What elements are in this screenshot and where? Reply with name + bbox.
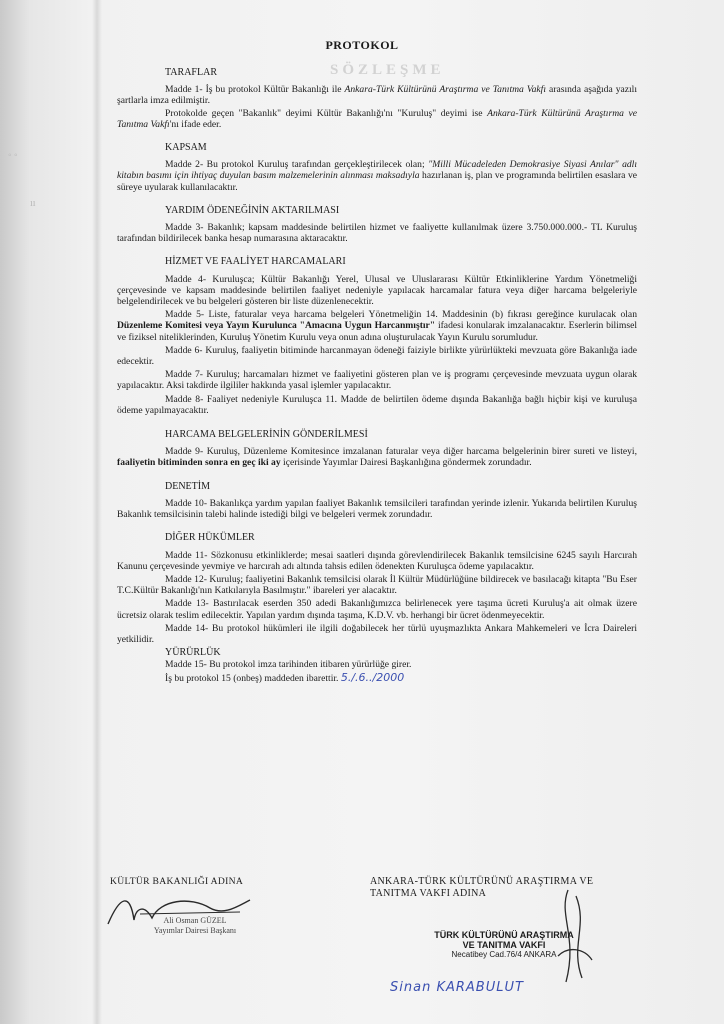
ministry-signatory-name: Ali Osman GÜZEL Yayımlar Dairesi Başkanı	[153, 916, 237, 935]
document-body	[117, 62, 637, 685]
handwritten-name: Sinan KARABULUT	[390, 980, 524, 995]
article-7: Madde 7- Kuruluş; harcamaları hizmet ve faaliyetini gösteren plan ve iş programı çerçevesinde mevzuata uygun olarak yapılacaktır. Aksi takdirde ilgililer hakkında yasal işlemler yapılacaktır.	[117, 369, 637, 392]
heading-hizmet: HİZMET VE FAALİYET HARCAMALARI	[165, 256, 346, 268]
article-15: Madde 15- Bu protokol imza tarihinden itibaren yürürlüğe girer.	[165, 659, 412, 671]
article-4: Madde 4- Kuruluşca; Kültür Bakanlığı Yerel, Ulusal ve Uluslararası Kültür Etkinliklerine Yardım Yönetmeliği çerçevesinde ve kapsam maddesinde belirtilen faaliyet nedeniyle yapılacak harcamalar fatura veya diğer harcama belgeleriyle belgelendirilecek ve bu belgeleri gösteren bir liste düzenlenecektir.	[117, 273, 637, 308]
article-1-definitions: Protokolde geçen "Bakanlık" deyimi Kültür Bakanlığı'nı "Kuruluş" deyimi ise Ankara-Türk Kültürünü Araştırma ve Tanıtma Vakfı'nı ifade eder.	[117, 107, 637, 130]
article-13: Madde 13- Bastırılacak eserden 350 adedi Bakanlığımızca belirlenecek yere taşıma ücreti Kuruluş'a ait olmak üzere ücretsiz olarak teslim edilecektir. Yapılan yardım dışında taşıma, K.D.V. vb. herhangi bir ücret ödenmeyecektir.	[117, 598, 637, 621]
heading-yardim: YARDIM ÖDENEĞİNİN AKTARILMASI	[165, 204, 340, 216]
heading-taraflar: TARAFLAR	[165, 67, 217, 78]
article-8: Madde 8- Faaliyet nedeniyle Kuruluşca 11. Madde de belirtilen ödeme dışında Bakanlığa bağlı hiçbir kişi ve kuruluşa ödeme yapılmayacaktır.	[117, 393, 637, 416]
heading-denetim: DENETİM	[165, 480, 210, 492]
article-3: Madde 3- Bakanlık; kapsam maddesinde belirtilen hizmet ve faaliyette kullanılmak üzere 3.750.000.000.- TL Kuruluş tarafından bildirilecek banka hesap numarasına aktaracaktır.	[117, 222, 637, 245]
article-6: Madde 6- Kuruluş, faaliyetin bitiminde harcanmayan ödeneği faiziyle birlikte yürürlükteki mevzuata göre Bakanlığa iade edecektir.	[117, 344, 637, 368]
article-2: Madde 2- Bu protokol Kuruluş tarafından gerçekleştirilecek olan; "Milli Mücadeleden Demokrasiye Siyasi Anılar" adlı kitabın basımı için ihtiyaç duyulan basım malzemelerinin alınması maksadıyla hazırlanan iş, plan ve programında belirtilen esaslara ve süreye uyularak kullanılacaktır.	[117, 159, 638, 193]
article-1: Madde 1- İş bu protokol Kültür Bakanlığı ile Ankara-Türk Kültürünü Araştırma ve Tanıtma Vakfı arasında aşağıda yazılı şartlarla imza edilmiştir.	[117, 84, 638, 107]
article-5: Madde 5- Liste, faturalar veya harcama belgeleri Yönetmeliğin 14. Maddesinin (b) fıkrası gereğince kurulacak olan Düzenleme Komitesi veya Yayın Kurulunca "Amacına Uygun Harcanmıştır" ifadesi konularak imzalanacaktır. Eserlerin bilimsel ve fiziksel niteliklerinden, Kuruluş Yönetim Kurulu veya onun adına oluşturulacak Yayın Kurulu sorumludur.	[117, 309, 638, 343]
signature-block	[0, 872, 724, 1024]
ministry-signatory-title: KÜLTÜR BAKANLIĞI ADINA	[110, 876, 244, 887]
article-11: Madde 11- Sözkonusu etkinliklerde; mesai saatleri dışında görevlendirilecek Bakanlık temsilcisine 6245 sayılı Harcırah Kanunu çerçevesinde yevmiye ve harcırah adı altında tahsis edilen ödenekten Kuruluşca ödeme yapılacaktır.	[117, 549, 637, 572]
heading-diger: DİĞER HÜKÜMLER	[165, 532, 255, 544]
signing-date: 5./.6../2000	[340, 670, 405, 684]
heading-yururluk: YÜRÜRLÜK	[165, 647, 221, 659]
document-title: PROTOKOL	[325, 38, 399, 52]
article-12: Madde 12- Kuruluş; faaliyetini Bakanlık temsilcisi olarak İl Kültür Müdürlüğüne bildirecek ve basılacağı kitapta "Bu Eser T.C.Kültür Bakanlığı'nın Katkılarıyla Basılmıştır." ibareleri yer alacaktır.	[117, 573, 637, 597]
page-fold-shadow	[92, 0, 102, 1024]
article-14: Madde 14- Bu protokol hükümleri ile ilgili doğabilecek her türlü uyuşmazlıkta Ankara Mahkemeleri ve İcra Daireleri yetkilidir.	[117, 622, 637, 645]
show-through-text: SÖZLEŞME	[330, 62, 445, 78]
margin-mark: ıı	[30, 198, 36, 209]
heading-belgeler: HARCAMA BELGELERİNİN GÖNDERİLMESİ	[165, 429, 368, 441]
heading-kapsam: KAPSAM	[165, 142, 207, 154]
article-9: Madde 9- Kuruluş, Düzenleme Komitesince imzalanan faturalar veya diğer harcama belgelerinin birer sureti ve listeyi, faaliyetin bitiminden sonra en geç iki ay içerisinde Yayımlar Dairesi Başkanlığına göndermek zorundadır.	[117, 446, 637, 469]
margin-mark: ◦ ◦	[8, 150, 18, 161]
closing-line: İş bu protokol 15 (onbeş) maddeden ibarettir. 5./.6../2000	[165, 670, 405, 684]
foundation-signatory-title: ANKARA-TÜRK KÜLTÜRÜNÜ ARAŞTIRMA VE TANITMA VAKFI ADINA	[370, 876, 594, 899]
article-10: Madde 10- Bakanlıkça yardım yapılan faaliyet Bakanlık temsilcileri tarafından yerinde izlenir. Yukarıda belirtilen Kuruluş Bakanlık temsilcisinin talebi halinde istediği bilgi ve belgeleri vermek zorundadır.	[117, 497, 637, 521]
foundation-stamp: TÜRK KÜLTÜRÜNÜ ARAŞTIRMA VE TANITMA VAKFI Necatibey Cad.76/4 ANKARA	[434, 930, 574, 959]
